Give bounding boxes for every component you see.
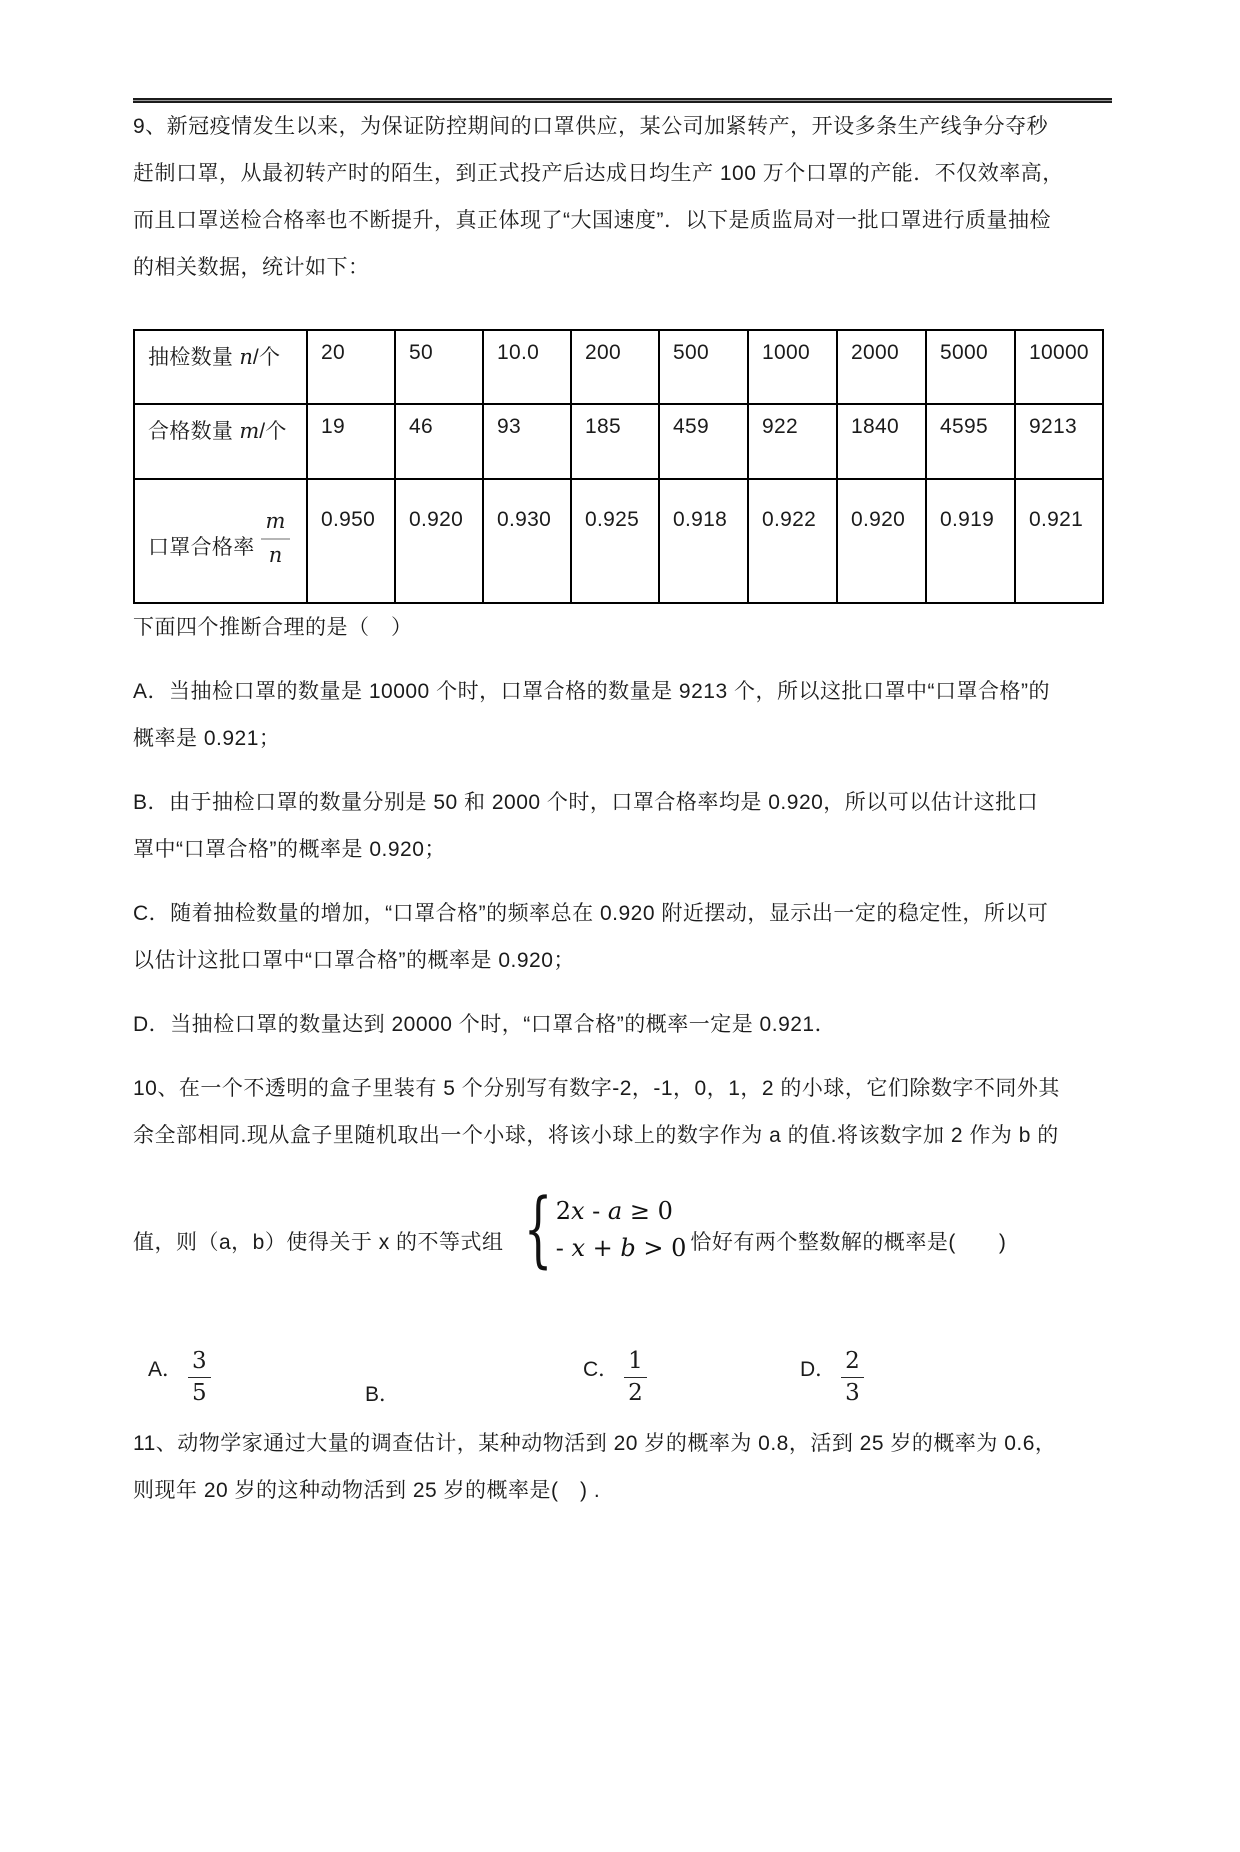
math-var-b: b [620,1234,636,1262]
pass-rate-cell: 0.930 [483,479,571,603]
pass-rate-cell: 0.920 [395,479,483,603]
exam-page [0,98,1240,1514]
fraction-numerator: 2 [841,1348,864,1378]
option-label: D． [800,1358,837,1381]
fraction-3-over-5 [188,1348,211,1408]
option-9-a-line: A．当抽检口罩的数量是 10000 个时，口罩合格的数量是 9213 个，所以这批口罩中“口罩合格”的 [133,680,1050,703]
pass-rate-cell: 0.919 [926,479,1015,603]
fraction-2-over-3 [841,1348,864,1408]
question-10-line: 10、在一个不透明的盒子里装有 5 个分别写有数字-2，-1，0，1，2 的小球，它们除数字不同外其 [133,1077,1060,1100]
qualified-count-cell: 4595 [926,404,1015,479]
option-9-b [133,779,1120,873]
row-label-qualified-count [134,404,307,479]
math-token: + [585,1234,621,1262]
option-10-a [148,1348,211,1408]
pass-rate-cell: 0.918 [659,479,748,603]
qualified-count-cell: 922 [748,404,837,479]
row-label-unit: /个 [259,420,287,443]
qualified-count-cell: 19 [307,404,395,479]
inequality-1 [556,1193,687,1230]
inequality-system [512,1182,687,1277]
pass-rate-cell: 0.920 [837,479,926,603]
option-9-d-line: D．当抽检口罩的数量达到 20000 个时，“口罩合格”的概率一定是 0.921． [133,1013,837,1036]
fraction-denominator [261,540,291,570]
sample-data-table-wrap [133,329,1120,604]
option-9-d [133,1001,1120,1048]
option-label: C． [583,1358,620,1381]
row-label-text: 抽检数量 [148,346,234,369]
fraction-numerator: 1 [624,1348,647,1378]
table-row-sample-size [134,330,1103,404]
inequality-2 [556,1230,687,1267]
row-label-text: 口罩合格率 [148,536,255,559]
option-10-d [800,1348,864,1408]
row-label-text: 合格数量 [148,420,234,443]
fraction-denominator: 2 [628,1380,643,1406]
pass-rate-cell: 0.921 [1015,479,1103,603]
option-9-b-line: B．由于抽检口罩的数量分别是 50 和 2000 个时，口罩合格率均是 0.920，所以可以估计这批口 [133,791,1039,814]
mask-sample-table [133,329,1104,604]
qualified-count-cell: 93 [483,404,571,479]
pass-rate-cell: 0.922 [748,479,837,603]
math-var-m: m [265,509,286,533]
sample-size-cell: 200 [571,330,659,404]
fraction-denominator: 3 [845,1380,860,1406]
qualified-count-cell: 9213 [1015,404,1103,479]
sample-size-cell: 10.0 [483,330,571,404]
qualified-count-cell: 185 [571,404,659,479]
option-10-b [365,1378,400,1408]
question-9-line: 赶制口罩，从最初转产时的陌生，到正式投产后达成日均生产 100 万个口罩的产能．不仅效率高， [133,162,1064,185]
question-11-line: 11、动物学家通过大量的调查估计，某种动物活到 20 岁的概率为 0.8，活到 25 岁的概率为 0.6， [133,1432,1057,1455]
math-token: > 0 [635,1234,687,1262]
math-token: - [584,1197,608,1225]
option-9-b-line: 罩中“口罩合格”的概率是 0.920； [133,838,446,861]
question-9-line: 9、新冠疫情发生以来，为保证防控期间的口罩供应，某公司加紧转产，开设多条生产线争分夺秒 [133,115,1049,138]
left-brace: { [523,1182,552,1277]
fraction-numerator: 3 [188,1348,211,1378]
math-var-a: a [607,1197,623,1225]
question-9-stem [133,604,1120,651]
pass-rate-cell: 0.925 [571,479,659,603]
math-var-n: n [268,543,283,567]
option-label: A． [148,1358,184,1381]
question-10 [133,1065,1120,1159]
math-token: - [555,1234,572,1262]
sample-size-cell: 10000 [1015,330,1103,404]
table-row-qualified-count [134,404,1103,479]
row-label-sample-size [134,330,307,404]
math-token: 2 [555,1197,571,1225]
question-11-line: 则现年 20 岁的这种动物活到 25 岁的概率是( ) . [133,1479,601,1502]
qualified-count-cell: 459 [659,404,748,479]
math-token: ≥ 0 [622,1197,673,1225]
question-10-options-row [133,1324,1120,1420]
row-label-unit: /个 [252,346,281,369]
option-10-c [583,1348,647,1408]
option-9-a [133,668,1120,762]
sample-size-cell: 1000 [748,330,837,404]
fraction-m-over-n [261,508,291,570]
question-10-line: 余全部相同.现从盒子里随机取出一个小球，将该小球上的数字作为 a 的值.将该数字加 2 作为 b 的 [133,1124,1059,1147]
sample-size-cell: 500 [659,330,748,404]
option-9-c-line: C．随着抽检数量的增加，“口罩合格”的频率总在 0.920 附近摆动，显示出一定的稳定性，所以可 [133,902,1049,925]
math-var-x: x [571,1234,585,1262]
question-10-inequality-line [133,1176,1120,1277]
math-var-n: n [239,345,253,369]
inequality-lines [556,1193,687,1267]
sample-size-cell: 2000 [837,330,926,404]
option-9-c [133,890,1120,984]
inequality-prefix-text: 值，则（a，b）使得关于 x 的不等式组 [133,1231,504,1254]
pass-rate-cell: 0.950 [307,479,395,603]
question-9 [133,103,1120,291]
sample-size-cell: 20 [307,330,395,404]
fraction-denominator: 5 [192,1380,207,1406]
option-label: B． [365,1383,401,1406]
row-label-pass-rate [134,479,307,603]
fraction-numerator [261,508,291,540]
option-9-a-line: 概率是 0.921； [133,727,281,750]
sample-size-cell: 5000 [926,330,1015,404]
fraction-1-over-2 [624,1348,647,1408]
question-11 [133,1420,1120,1514]
qualified-count-cell: 1840 [837,404,926,479]
table-row-pass-rate [134,479,1103,603]
math-var-m: m [239,419,260,443]
question-9-stem-text: 下面四个推断合理的是（ ） [133,616,413,639]
question-9-line: 的相关数据，统计如下： [133,256,370,279]
option-9-c-line: 以估计这批口罩中“口罩合格”的概率是 0.920； [133,949,575,972]
qualified-count-cell: 46 [395,404,483,479]
question-9-line: 而且口罩送检合格率也不断提升，真正体现了“大国速度”．以下是质监局对一批口罩进行质量抽检 [133,209,1051,232]
sample-size-cell: 50 [395,330,483,404]
math-var-x: x [570,1197,585,1225]
inequality-suffix-text: 恰好有两个整数解的概率是( ) [690,1231,1007,1254]
